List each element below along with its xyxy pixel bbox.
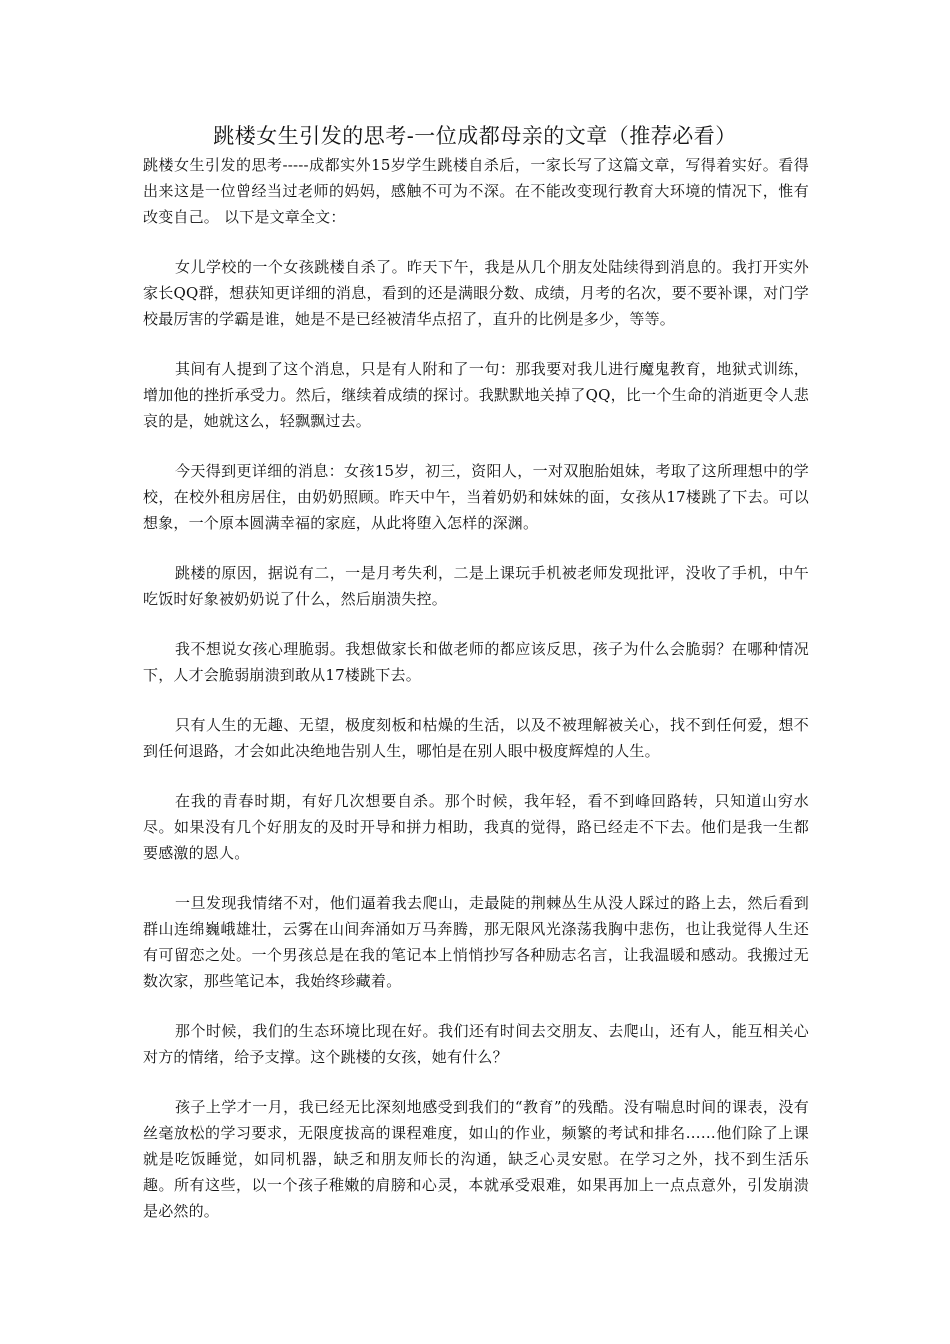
body-paragraph: 只有人生的无趣、无望，极度刻板和枯燥的生活，以及不被理解被关心，找不到任何爱，想不到任何退路，才会如此决绝地告别人生，哪怕是在别人眼中极度辉煌的人生。: [143, 716, 809, 760]
body-paragraph: 一旦发现我情绪不对，他们逼着我去爬山，走最陡的荆棘丛生从没人踩过的路上去，然后看到群山连绵巍峨雄壮，云雾在山间奔涌如万马奔腾，那无限风光涤荡我胸中悲伤，也让我觉得人生还有可留恋之处。一个男孩总是在我的笔记本上悄悄抄写各种励志名言，让我温暖和感动。我搬过无数次家，那些笔记本，我始终珍藏着。: [143, 894, 809, 990]
body-paragraph: 其间有人提到了这个消息，只是有人附和了一句：那我要对我儿进行魔鬼教育，地狱式训练，增加他的挫折承受力。然后，继续着成绩的探讨。我默默地关掉了QQ，比一个生命的消逝更令人悲哀的是，她就这么，轻飘飘过去。: [143, 360, 809, 430]
intro-paragraph: 跳楼女生引发的思考-----成都实外15岁学生跳楼自杀后，一家长写了这篇文章，写得着实好。看得出来这是一位曾经当过老师的妈妈，感触不可为不深。在不能改变现行教育大环境的情况下，惟有改变自己。 以下是文章全文：: [143, 156, 809, 226]
body-paragraph: 那个时候，我们的生态环境比现在好。我们还有时间去交朋友、去爬山，还有人，能互相关心对方的情绪，给予支撑。这个跳楼的女孩，她有什么？: [143, 1022, 809, 1066]
body-paragraph: 我不想说女孩心理脆弱。我想做家长和做老师的都应该反思，孩子为什么会脆弱？在哪种情况下，人才会脆弱崩溃到敢从17楼跳下去。: [143, 640, 809, 684]
body-paragraph: 女儿学校的一个女孩跳楼自杀了。昨天下午，我是从几个朋友处陆续得到消息的。我打开实外家长QQ群，想获知更详细的消息，看到的还是满眼分数、成绩，月考的名次，要不要补课，对门学校最厉害的学霸是谁，她是不是已经被清华点招了，直升的比例是多少，等等。: [143, 258, 809, 328]
body-paragraph: 在我的青春时期，有好几次想要自杀。那个时候，我年轻，看不到峰回路转，只知道山穷水尽。如果没有几个好朋友的及时开导和拼力相助，我真的觉得，路已经走不下去。他们是我一生都要感激的恩人。: [143, 792, 809, 862]
body-paragraph: 孩子上学才一月，我已经无比深刻地感受到我们的“教育”的残酷。没有喘息时间的课表，没有丝毫放松的学习要求，无限度拔高的课程难度，如山的作业，频繁的考试和排名……他们除了上课就是吃饭睡觉，如同机器，缺乏和朋友师长的沟通，缺乏心灵安慰。在学习之外，找不到生活乐趣。所有这些，以一个孩子稚嫩的肩膀和心灵，本就承受艰难，如果再加上一点点意外，引发崩溃是必然的。: [143, 1098, 809, 1220]
body-paragraph: 今天得到更详细的消息：女孩15岁，初三，资阳人，一对双胞胎姐妹，考取了这所理想中的学校，在校外租房居住，由奶奶照顾。昨天中午，当着奶奶和妹妹的面，女孩从17楼跳了下去。可以想象，一个原本圆满幸福的家庭，从此将堕入怎样的深渊。: [143, 462, 809, 532]
document-body: [143, 152, 809, 1248]
body-paragraph: 跳楼的原因，据说有二，一是月考失利，二是上课玩手机被老师发现批评，没收了手机，中午吃饭时好象被奶奶说了什么，然后崩溃失控。: [143, 564, 809, 608]
document-title: 跳楼女生引发的思考-一位成都母亲的文章（推荐必看）: [213, 124, 737, 148]
